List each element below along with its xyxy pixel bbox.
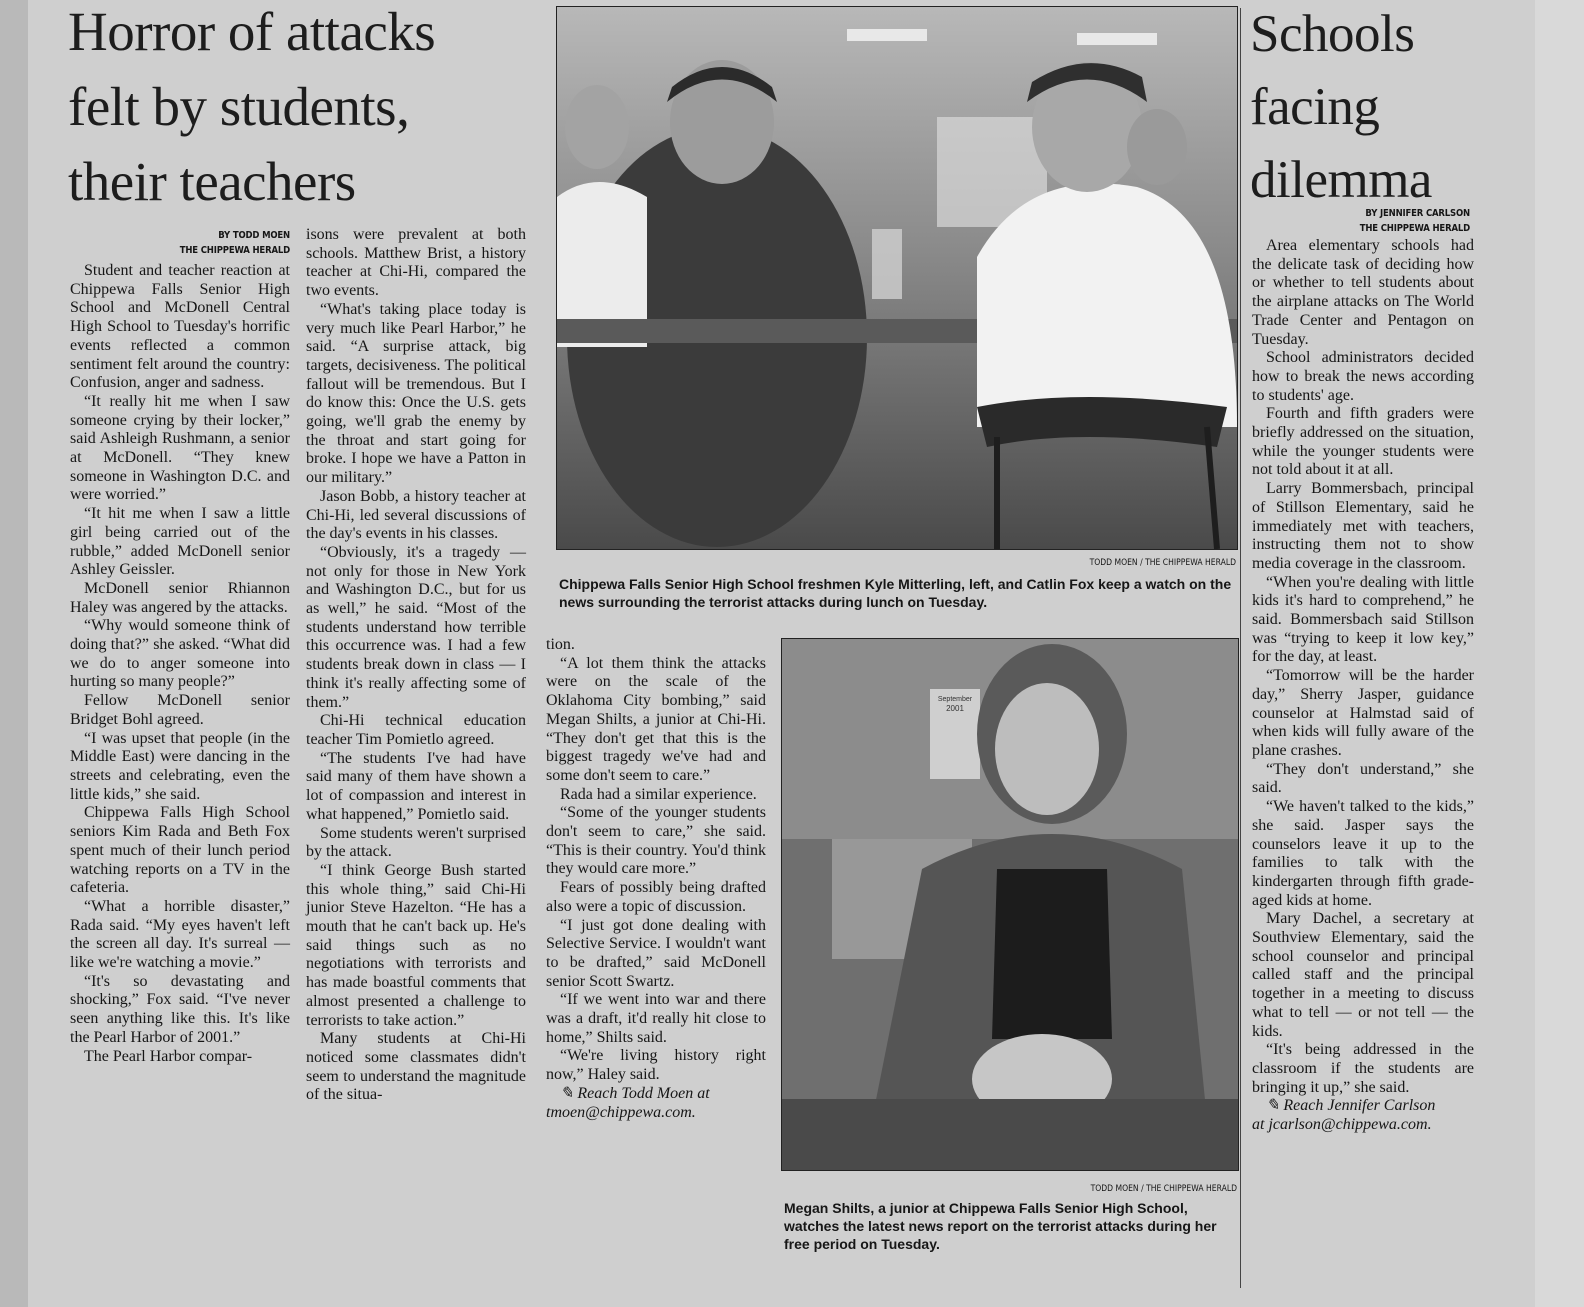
main-headline-line-2: felt by students, bbox=[68, 76, 410, 137]
body-paragraph: “The students I've had have said many of them have shown a lot of compassion and interest in what happened,” Pomietlo said. bbox=[306, 749, 526, 823]
body-paragraph: “What's taking place today is very much like Pearl Harbor,” he said. “A surprise attack, big targets, decisiveness. The political fallout will be tremendous. But I do know this: Once the U.S. gets going, we'll grab the enemy by the throat and start going for broke. I hope we have a Patton in our military.” bbox=[306, 300, 526, 487]
body-paragraph: “They don't understand,” she said. bbox=[1252, 760, 1474, 797]
main-headline-line-1: Horror of attacks bbox=[68, 1, 436, 62]
body-paragraph: “I think George Bush started this whole thing,” said Chi-Hi junior Steve Hazelton. “He has a mouth that he can't back up. He's said things such as no negotiations with terrorists and has made boastful comments that almost presented a challenge to terrorists to take action.” bbox=[306, 861, 526, 1029]
body-paragraph: “If we went into war and there was a draft, it'd really hit close to home,” Shilts said. bbox=[546, 991, 766, 1046]
author-email: tmoen@chippewa.com. bbox=[546, 1103, 696, 1121]
photo-1-caption: Chippewa Falls Senior High School freshmen Kyle Mitterling, left, and Catlin Fox keep a watch on the news surrounding the terrorist attacks during lunch on Tuesday. bbox=[559, 576, 1232, 610]
photo-2-caption: Megan Shilts, a junior at Chippewa Falls Senior High School, watches the latest news report on the terrorist attacks during her free period on Tuesday. bbox=[784, 1200, 1217, 1252]
main-story-column-1 bbox=[70, 262, 290, 1066]
body-paragraph: “It really hit me when I saw someone crying by their locker,” said Ashleigh Rushmann, a senior at McDonell. “They knew someone in Washington D.C. and were worried.” bbox=[70, 392, 290, 504]
author-mark-icon: ✎ bbox=[1266, 1097, 1280, 1115]
calendar-year: 2001 bbox=[946, 704, 964, 713]
main-byline-paper: THE CHIPPEWA HERALD bbox=[179, 245, 290, 256]
body-paragraph: “It's so devastating and shocking,” Fox said. “I've never seen anything like this. It's like the Pearl Harbor of 2001.” bbox=[70, 972, 290, 1046]
body-paragraph: “When you're dealing with little kids it's hard to comprehend,” he said. Bommersbach said Stillson was “trying to keep it low key,” for the day, at least. bbox=[1252, 573, 1474, 666]
body-paragraph: “Why would someone think of doing that?” she asked. “What did we do to anger someone into hurting so many people?” bbox=[70, 617, 290, 691]
main-story-column-2 bbox=[306, 226, 526, 1105]
body-paragraph: “Some of the younger students don't seem to care,” she said. “This is their country. You'd think they would care more.” bbox=[546, 804, 766, 878]
main-story-column-3 bbox=[546, 636, 766, 1122]
side-headline-line-2: facing bbox=[1250, 78, 1380, 136]
photo-1-credit: TODD MOEN / THE CHIPPEWA HERALD bbox=[1089, 558, 1236, 568]
tagline-text: Reach Jennifer Carlson bbox=[1283, 1097, 1436, 1115]
body-paragraph: Chippewa Falls High School seniors Kim Rada and Beth Fox spent much of their lunch period watching reports on a TV in the cafeteria. bbox=[70, 804, 290, 897]
body-paragraph: Fellow McDonell senior Bridget Bohl agreed. bbox=[70, 692, 290, 728]
body-paragraph: “What a horrible disaster,” Rada said. “My eyes haven't left the screen all day. It's surreal — like we're watching a movie.” bbox=[70, 897, 290, 972]
side-headline-line-3: dilemma bbox=[1250, 151, 1432, 209]
body-paragraph: Fourth and fifth graders were briefly addressed on the situation, while the younger students were not told about it at all. bbox=[1252, 405, 1474, 479]
body-paragraph: “It's being addressed in the classroom if the students are bringing it up,” she said. bbox=[1252, 1041, 1474, 1096]
student-photo bbox=[781, 638, 1239, 1171]
body-paragraph: The Pearl Harbor compar- bbox=[84, 1047, 253, 1065]
main-byline bbox=[146, 228, 291, 258]
left-page-gutter bbox=[0, 0, 28, 1307]
side-byline-paper: THE CHIPPEWA HERALD bbox=[1359, 223, 1470, 234]
side-story-tagline bbox=[1252, 1097, 1474, 1134]
body-paragraph: School administrators decided how to break the news according to students' age. bbox=[1252, 349, 1474, 404]
body-paragraph: Jason Bobb, a history teacher at Chi-Hi, led several discussions of the day's events in his classes. bbox=[306, 487, 526, 543]
body-paragraph: Area elementary schools had the delicate task of deciding how or whether to tell students about the airplane attacks on The World Trade Center and Pentagon on Tuesday. bbox=[1252, 237, 1474, 348]
cafeteria-photo bbox=[556, 6, 1238, 550]
main-story-tagline bbox=[546, 1085, 766, 1122]
author-mark-icon: ✎ bbox=[560, 1084, 574, 1102]
body-paragraph: “I just got done dealing with Selective Service. I wouldn't want to be drafted,” said McDonell senior Scott Swartz. bbox=[546, 916, 766, 990]
main-headline bbox=[68, 0, 548, 219]
body-paragraph: “A lot them think the attacks were on the scale of the Oklahoma City bombing,” said Megan Shilts, a junior at Chi-Hi. “They don't get that this is the biggest tragedy we've had and some don't seem to care.” bbox=[546, 654, 766, 784]
cafeteria-photo-image bbox=[557, 7, 1237, 549]
body-paragraph: Student and teacher reaction at Chippewa Falls Senior High School and McDonell Central High School to Tuesday's horrific events reflected a common sentiment felt around the country: Confusion, anger and sadness. bbox=[70, 262, 290, 392]
student-photo-image bbox=[782, 639, 1238, 1170]
adjacent-page-edge bbox=[1535, 0, 1584, 1307]
main-byline-name: BY TODD MOEN bbox=[218, 230, 290, 241]
column-rule bbox=[1240, 8, 1241, 1288]
body-paragraph: “We haven't talked to the kids,” she said. Jasper says the counselors leave it up to the families to talk with the kindergarten through fifth grade-aged kids at home. bbox=[1252, 798, 1474, 909]
body-paragraph: “It hit me when I saw a little girl being carried out of the rubble,” added McDonell senior Ashley Geissler. bbox=[70, 505, 290, 579]
body-paragraph: Fears of possibly being drafted also were a topic of discussion. bbox=[546, 879, 766, 915]
body-paragraph: tion. bbox=[546, 636, 575, 653]
body-paragraph: isons were prevalent at both schools. Matthew Brist, a history teacher at Chi-Hi, compared the two events. bbox=[306, 226, 526, 300]
body-paragraph: “We're living history right now,” Haley said. bbox=[546, 1047, 766, 1084]
calendar-month: September bbox=[937, 696, 973, 703]
author-email: at jcarlson@chippewa.com. bbox=[1252, 1116, 1432, 1134]
main-headline-line-3: their teachers bbox=[68, 151, 356, 212]
tagline-text: Reach Todd Moen at bbox=[577, 1084, 710, 1102]
body-paragraph: Larry Bommersbach, principal of Stillson Elementary, said he immediately met with teachers, instructing them not to show media coverage in the classroom. bbox=[1252, 480, 1474, 572]
body-paragraph: Rada had a similar experience. bbox=[560, 785, 757, 803]
body-paragraph: Many students at Chi-Hi noticed some classmates didn't seem to understand the magnitude of the situa- bbox=[306, 1030, 526, 1104]
side-byline-name: BY JENNIFER CARLSON bbox=[1365, 208, 1470, 219]
side-headline-line-1: Schools bbox=[1250, 5, 1415, 63]
body-paragraph: Some students weren't surprised by the attack. bbox=[306, 824, 526, 861]
body-paragraph: Chi-Hi technical education teacher Tim Pomietlo agreed. bbox=[306, 712, 526, 748]
body-paragraph: “Obviously, it's a tragedy — not only for those in New York and Washington D.C., but for us as well,” he said. “Most of the students understand how terrible this occurrence was. I had a few students break down in class — I think it's really affecting some of them.” bbox=[306, 543, 526, 711]
side-story-column bbox=[1252, 237, 1474, 1135]
side-headline bbox=[1250, 0, 1510, 217]
photo-2-credit: TODD MOEN / THE CHIPPEWA HERALD bbox=[1090, 1184, 1237, 1194]
body-paragraph: Mary Dachel, a secretary at Southview Elementary, said the school counselor and principal called staff and the principal together in a meeting to discuss what to tell — or not tell — the kids. bbox=[1252, 910, 1474, 1040]
side-byline bbox=[1300, 206, 1470, 236]
body-paragraph: McDonell senior Rhiannon Haley was angered by the attacks. bbox=[70, 579, 290, 616]
body-paragraph: “I was upset that people (in the Middle East) were dancing in the streets and celebrating, even the little kids,” she said. bbox=[70, 729, 290, 803]
body-paragraph: “Tomorrow will be the harder day,” Sherry Jasper, guidance counselor at Halmstad said of when kids will fully aware of the plane crashes. bbox=[1252, 667, 1474, 759]
